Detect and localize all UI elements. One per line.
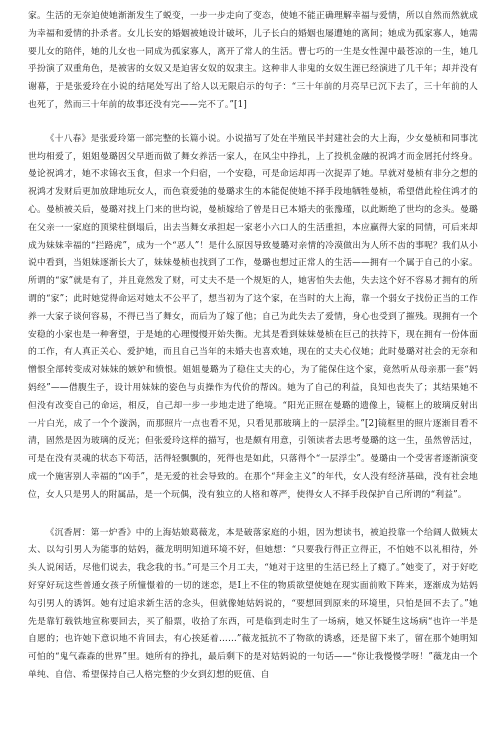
paragraph-2: 《十八春》是张爱玲第一部完整的长篇小说。小说描写了处在半殖民半封建社会的大上海，少女曼桢和同事沈世均相爱了，姐姐曼璐因父早逝而做了舞女养活一家人，在风尘中挣扎，上了投机金融的祝鸿才而金屑托付终身。曼论祝鸿才，她不求锦衣玉食，但求一个归宿，一个安稳，可是命运却再一次捉弄了她。早就对曼桢有非分之想的祝鸿才发财后更加放肆地玩女人，而色衰爱弛的曼璐求生的本能促使她不择手段地牺牲曼桢，希望借此栓住鸿才的心。曼桢被关后，曼璐对找上门来的世均说，曼桢嫁给了曾是日已本婚夫的张豫瑾，以此断绝了世均的念头。曼璐在父亲一一家庭的顶梁柱倒塌后，出去当舞女承担起一家老小六口人的生活重担，本应赢得大家的同情，可后来却成为妹妹幸福的“拦路虎”，成为一个“恶人”！是什么原因导致曼璐对亲情的冷漠做出为人所不齿的事呢？我们从小说中看到，当姐妹逐渐长大了，妹妹曼桢也找到了工作，曼璐也想过正常人的生活——拥有一个属于自己的小家。所谓的“家”就是有了，并且竟然发了财，可丈夫不是一个规矩的人，她害怕失去他，失去这个好不容易才拥有的所谓的“家”；此时她觉得命运对她太不公平了，想当初为了这个家，在当时的大上海，靠一个弱女子找份正当的工作养一大家子谈何容易，不得已当了舞女，而后为了嫁了他；自己为此失去了爱情，身心也受到了摧残。现拥有一个安稳的小家也是一种奢望，于是她的心理慢慢开始失衡。尤其是看到妹妹曼桢在巨己的扶持下，现在拥有一份体面的工作，有人真正关心、爱护她，而且自己当年的未婚夫也喜欢她，现在的丈夫心仪她；此时曼璐对社会的无奈和憎恨全部转变成对妹妹的嫉妒和愤恨。姐姐曼璐为了稳住丈夫的心，为了能保住这个家，竟然听从母亲那一套“妈妈经”——借腹生子，设计用妹妹的姿色与贞操作为代价的帮凶。她为了自己的利益，良知也丧失了；其结果她不但没有改变自己的命运，相反，自己却一步一步地走进了绝境。“阳光正照在曼璐的遗像上，镜框上的玻璃反射出一片白光，成了一个个漩涡，而那照片一点也看不见，只看见那玻璃上的一层浮尘。”[2]镜框里的照片逐渐目看不清，固然是因为玻璃的反光；但张爱玲这样的描写，也是颇有用意，引领读者去思考曼璐的这一生，虽然曾活过，可是在没有灵魂的状态下苟活，活得轻飘飘的，死得也是如此，只落得个“一层浮尘”。曼璐由一个受害者逐渐演变成一个施害别人幸福的“凶手”，是无爱的社会导致的。在那个“拜金主义”的年代，女人没有经济基础，没有社会地位，女人只是男人的附属品，是一个玩偶，没有独立的人格和尊严，使得女人不择手段保护自己所谓的“利益”。 xyxy=(28,133,478,500)
paragraph-1: 家。生活的无奈迫使她渐渐发生了蜕变，一步一步走向了变态，使她不能正确理解幸福与爱情，所以自然而然就成为幸福和爱情的扑杀者。女儿长安的婚姻被她设计破坏，儿子长白的婚姻也屡遭她的离间；她成为孤家寡人，她需要儿女的陪伴，她的儿女也一同成为孤家寡人，离开了常人的生活。曹七巧的一生是女性渥中最苍凉的一生，她几乎扮演了双重角色，是被害的女奴又是迫害女奴的奴隶主。这种非人非鬼的女奴生涯已经演进了几千年；却并没有谢幕，于是张爱玲在小说的结尾处写出了给人以无限启示的句子：“三十年前的月亮早已沉下去了，三十年前的人也死了，然而三十年前的故事还没有完——完不了。”[1] xyxy=(28,11,478,110)
paragraph-3: 《沉香屑：第一炉香》中的上海姑娘葛薇龙，本是破落家庭的小姐，因为想读书，被迫投靠一个给阔人做姨太太、以勾引男人为能事的姑妈，薇龙明明知道环境不好，但她想：“只要我行得正立得正，不怕她不以礼相待，外头人说闲话，尽他们说去，我念我的书。”可是三个月工夫，“她对于这里的生活已经上了瘾了。”她变了，对于好吃好穿好玩这些普通女孩子所憧憬着的一切的迷恋，是I上不住的物质欲望使她在现实面前败下阵来，逐渐成为姑妈勾引男人的诱饵。她有过追求新生活的念头，但就像她姑妈说的，“要想回到原来的环境里，只怕是回不去了。”她先是靠钉载铁地宣称要回去，买了船票，收拾了东西，可是临到走时生了一场病，她又怀疑生这场病“也许一半是自愿的；也许她下意识地不肯回去，有心挨延着……”薇龙抵抗不了物欲的诱惑，还是留下来了，留在那个她明知可怕的“鬼气森森的世界”里。她所有的挣扎，最后剩下的是对姑妈说的一句话——“你让我慢慢学呀！”薇龙由一个单纯、自信、希望保持自己人格完整的少女到幻想的贬值、自 xyxy=(28,527,478,680)
paragraph-spacer xyxy=(28,115,478,131)
paragraph-spacer xyxy=(28,505,478,525)
